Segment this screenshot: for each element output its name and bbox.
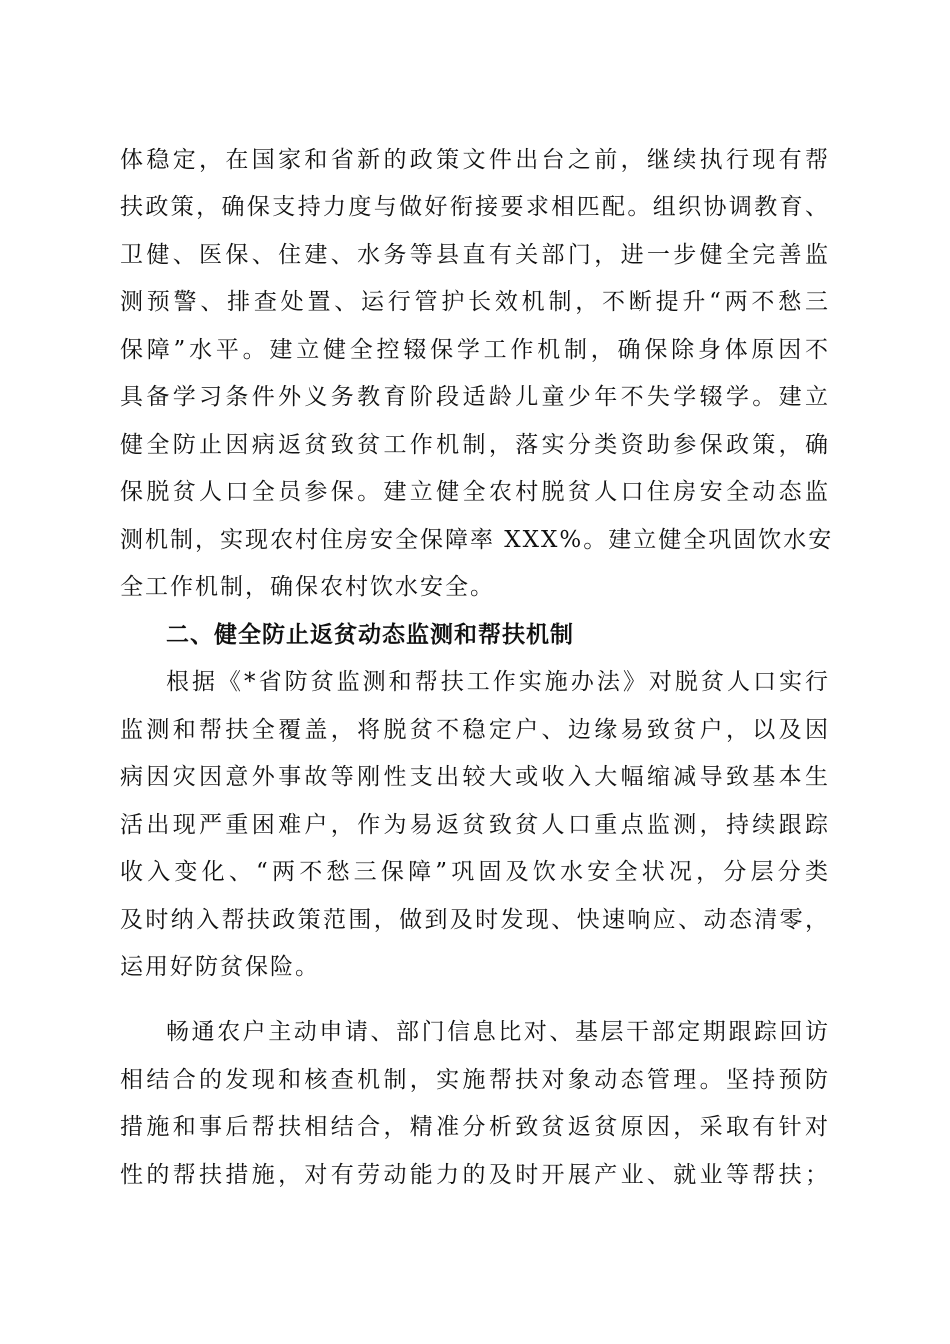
paragraph-3-line-4: 性的帮扶措施，对有劳动能力的及时开展产业、就业等帮扶； (120, 1162, 830, 1188)
paragraph-1-line-6: 具备学习条件外义务教育阶段适龄儿童少年不失学辍学。建立 (120, 384, 830, 410)
paragraph-2-line-1: 根据《*省防贫监测和帮扶工作实施办法》对脱贫人口实行 (166, 669, 830, 695)
paragraph-3-line-2: 相结合的发现和核查机制，实施帮扶对象动态管理。坚持预防 (120, 1067, 830, 1093)
paragraph-2-line-2: 监测和帮扶全覆盖，将脱贫不稳定户、边缘易致贫户，以及因 (120, 717, 830, 743)
paragraph-3-line-3: 措施和事后帮扶相结合，精准分析致贫返贫原因，采取有针对 (120, 1114, 830, 1140)
paragraph-2-line-3: 病因灾因意外事故等刚性支出较大或收入大幅缩减导致基本生 (120, 764, 830, 790)
paragraph-2-line-4: 活出现严重困难户，作为易返贫致贫人口重点监测，持续跟踪 (120, 812, 830, 838)
paragraph-2-line-6: 及时纳入帮扶政策范围，做到及时发现、快速响应、动态清零， (120, 907, 830, 933)
section-heading: 二、健全防止返贫动态监测和帮扶机制 (166, 622, 574, 648)
paragraph-1-line-1: 体稳定，在国家和省新的政策文件出台之前，继续执行现有帮 (120, 147, 830, 173)
paragraph-1-line-5: 保障”水平。建立健全控辍保学工作机制，确保除身体原因不 (120, 337, 830, 363)
paragraph-1-line-9: 测机制，实现农村住房安全保障率 XXX%。建立健全巩固饮水安 (120, 527, 834, 553)
paragraph-2-line-7: 运用好防贫保险。 (120, 954, 320, 980)
paragraph-2-line-5: 收入变化、“两不愁三保障”巩固及饮水安全状况，分层分类 (120, 859, 830, 885)
paragraph-1-line-2: 扶政策，确保支持力度与做好衔接要求相匹配。组织协调教育、 (120, 194, 830, 220)
paragraph-1-line-8: 保脱贫人口全员参保。建立健全农村脱贫人口住房安全动态监 (120, 479, 830, 505)
paragraph-1-line-3: 卫健、医保、住建、水务等县直有关部门，进一步健全完善监 (120, 242, 830, 268)
paragraph-1-line-10: 全工作机制，确保农村饮水安全。 (120, 574, 495, 600)
paragraph-3-line-1: 畅通农户主动申请、部门信息比对、基层干部定期跟踪回访 (166, 1019, 830, 1045)
paragraph-1-line-4: 测预警、排查处置、运行管护长效机制，不断提升“两不愁三 (120, 289, 830, 315)
paragraph-1-line-7: 健全防止因病返贫致贫工作机制，落实分类资助参保政策，确 (120, 432, 830, 458)
